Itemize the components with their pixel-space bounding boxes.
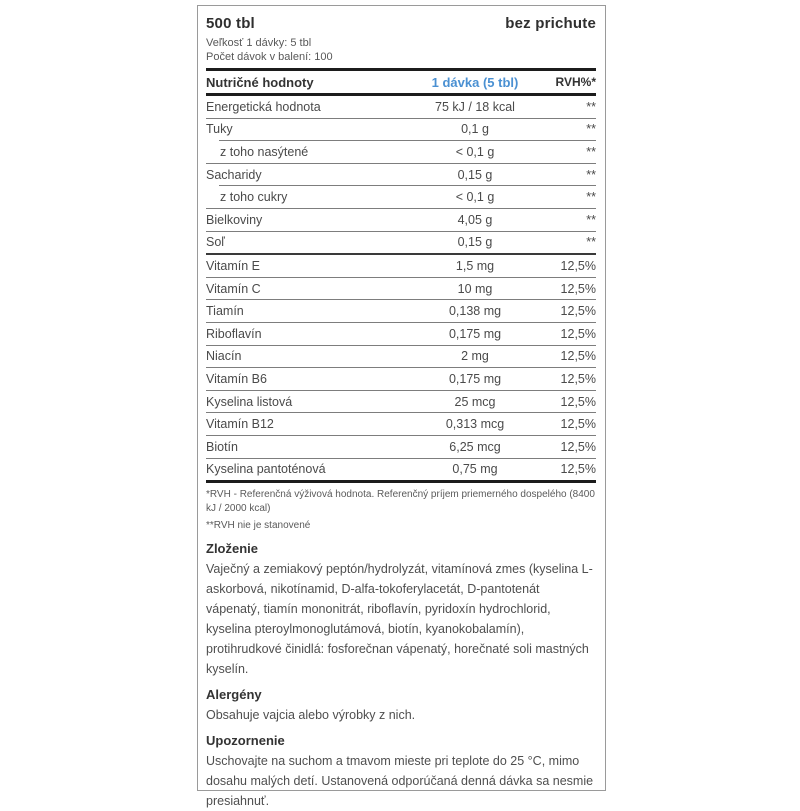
nutrient-label: Riboflavín — [206, 326, 262, 341]
table-row — [206, 96, 596, 118]
nutrient-rvh: 12,5% — [560, 462, 596, 477]
nutrient-rvh: ** — [586, 167, 596, 182]
nutrition-table-header — [206, 71, 596, 93]
nutrient-rvh: 12,5% — [560, 394, 596, 409]
table-row — [206, 164, 596, 186]
nutrient-label: Kyselina pantoténová — [206, 462, 326, 477]
nutrient-rvh: ** — [586, 212, 596, 227]
nutrient-value: < 0,1 g — [455, 144, 495, 159]
table-row — [206, 186, 596, 208]
nutrient-value: 0,75 mg — [452, 462, 498, 477]
table-row — [206, 141, 596, 163]
nutrient-label: Bielkoviny — [206, 212, 263, 227]
nutrition-table-body — [206, 96, 596, 480]
allergens-text: Obsahuje vajcia alebo výrobky z nich. — [206, 707, 416, 722]
allergens-heading: Alergény — [206, 686, 262, 702]
ingredients-heading: Zloženie — [206, 540, 259, 556]
nutrient-label: Tuky — [206, 122, 233, 137]
table-row — [206, 255, 596, 277]
header-col-rvh: RVH%* — [555, 75, 596, 89]
table-row — [206, 413, 596, 435]
nutrient-label: Soľ — [206, 235, 225, 250]
nutrient-value: 2 mg — [461, 349, 489, 364]
nutrient-label: Vitamín E — [206, 258, 260, 273]
nutrient-value: 6,25 mcg — [449, 439, 501, 454]
table-row — [206, 323, 596, 345]
table-row — [206, 346, 596, 368]
table-row — [206, 278, 596, 300]
product-flavor: bez prichute — [505, 15, 596, 32]
nutrient-value: 10 mg — [457, 281, 493, 296]
nutrient-rvh: 12,5% — [560, 439, 596, 454]
nutrient-label: Energetická hodnota — [206, 99, 321, 114]
nutrient-rvh: 12,5% — [560, 371, 596, 386]
nutrient-value: 0,175 mg — [448, 326, 502, 341]
nutrient-rvh: 12,5% — [560, 281, 596, 296]
nutrient-rvh: 12,5% — [560, 326, 596, 341]
nutrient-label: Vitamín B12 — [206, 417, 274, 432]
header-col-serving: 1 dávka (5 tbl) — [431, 74, 519, 90]
nutrient-value: 25 mcg — [454, 394, 496, 409]
nutrient-label: z toho nasýtené — [220, 144, 309, 159]
footnote-rvh-definition: *RVH - Referenčná výživová hodnota. Referenčný príjem priemerného dospelého (8400 kJ / 2000 kcal) — [206, 489, 595, 514]
table-row — [206, 232, 596, 254]
footnote-rvh-not-set: **RVH nie je stanovené — [206, 520, 311, 532]
nutrient-rvh: ** — [586, 99, 596, 114]
nutrient-rvh: 12,5% — [560, 417, 596, 432]
nutrient-value: 0,138 mg — [448, 304, 502, 319]
label-header — [206, 15, 596, 32]
warning-heading: Upozornenie — [206, 732, 285, 748]
nutrient-label: Sacharidy — [206, 167, 262, 182]
nutrient-value: 0,1 g — [461, 122, 489, 137]
nutrient-label: Biotín — [206, 439, 238, 454]
ingredients-text: Vaječný a zemiakový peptón/hydrolyzát, vitamínová zmes (kyselina L-askorbová, nikotínamid, D-alfa-tokoferylacetát, D-pantotenát vápenatý, tiamín mononitrát, riboflavín, pyridoxín hydrochlorid, kyselina pteroylmonoglutámová, biotín, kyanokobalamín), protihrudkové činidlá: fosforečnan vápenatý, horečnaté soli mastných kyselín. — [206, 561, 593, 676]
servings-per-pack-line: Počet dávok v balení: 100 — [206, 50, 333, 63]
nutrient-label: z toho cukry — [220, 190, 288, 205]
table-row — [206, 119, 596, 141]
nutrient-label: Niacín — [206, 349, 242, 364]
warning-text: Uschovajte na suchom a tmavom mieste pri teplote do 25 °C, mimo dosahu malých detí. Ustanovená odporúčaná denná dávka sa nesmie presiahnuť. — [206, 753, 594, 808]
nutrient-rvh: 12,5% — [560, 258, 596, 273]
nutrient-rvh: ** — [586, 235, 596, 250]
nutrient-rvh: 12,5% — [560, 304, 596, 319]
nutrient-value: 0,175 mg — [448, 371, 502, 386]
table-row — [206, 391, 596, 413]
nutrient-rvh: ** — [586, 122, 596, 137]
table-row — [206, 300, 596, 322]
nutrient-label: Vitamín B6 — [206, 371, 267, 386]
nutrient-value: 0,15 g — [457, 235, 493, 250]
nutrient-value: 1,5 mg — [455, 258, 495, 273]
serving-size-line: Veľkosť 1 dávky: 5 tbl — [206, 37, 312, 49]
nutrient-value: 0,15 g — [457, 167, 493, 182]
rule-under-table — [206, 480, 596, 483]
nutrient-value: 4,05 g — [457, 212, 493, 227]
product-count: 500 tbl — [206, 15, 255, 32]
nutrition-label-panel — [197, 5, 606, 808]
nutrient-label: Kyselina listová — [206, 394, 293, 409]
nutrient-label: Tiamín — [206, 304, 244, 319]
table-row — [206, 436, 596, 458]
table-row — [206, 209, 596, 231]
header-col-nutrients: Nutričné hodnoty — [206, 74, 314, 90]
nutrient-value: 0,313 mcg — [445, 417, 505, 432]
nutrient-value: < 0,1 g — [455, 190, 495, 205]
nutrient-rvh: ** — [586, 144, 596, 159]
nutrient-rvh: ** — [586, 190, 596, 205]
table-row — [206, 368, 596, 390]
nutrient-rvh: 12,5% — [560, 349, 596, 364]
nutrient-label: Vitamín C — [206, 281, 261, 296]
nutrient-value: 75 kJ / 18 kcal — [435, 99, 515, 114]
table-row — [206, 459, 596, 481]
